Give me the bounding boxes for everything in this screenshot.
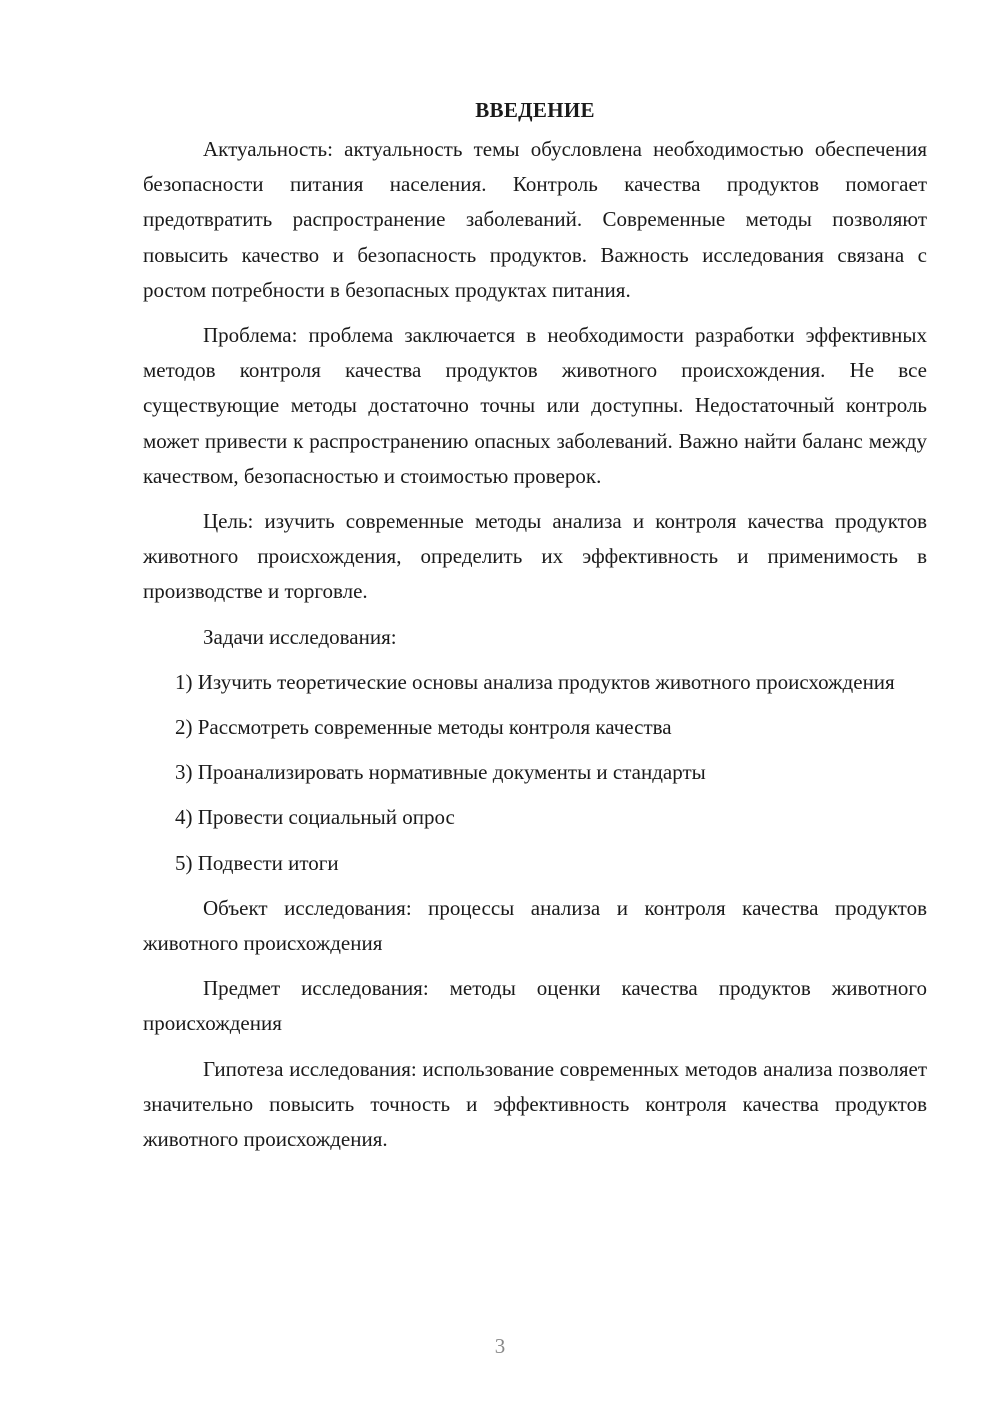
list-item: 5) Подвести итоги <box>175 850 339 875</box>
document-page <box>143 92 927 1167</box>
paragraph-problem: Проблема: проблема заключается в необходимости разработки эффективных методов контроля качества продуктов животного происхождения. Не все существующие методы достаточно точны или доступны. Недостаточный контроль может привести к распространению опасных заболеваний. Важно найти баланс между качеством, безопасностью и стоимостью проверок. <box>143 323 927 488</box>
list-item: 3) Проанализировать нормативные документы и стандарты <box>175 760 706 785</box>
paragraph-goal: Цель: изучить современные методы анализа и контроля качества продуктов животного происхождения, определить их эффективность и применимость в производстве и торговле. <box>143 509 927 604</box>
list-item: 1) Изучить теоретические основы анализа продуктов животного происхождения <box>175 669 895 694</box>
paragraph-relevance: Актуальность: актуальность темы обусловлена необходимостью обеспечения безопасности питания населения. Контроль качества продуктов помогает предотвратить распространение заболеваний. Современные методы позволяют повысить качество и безопасность продуктов. Важность исследования связана с ростом потребности в безопасных продуктах питания. <box>143 137 927 302</box>
tasks-list <box>143 665 927 881</box>
list-item: 4) Провести социальный опрос <box>175 805 455 830</box>
paragraph-hypothesis: Гипотеза исследования: использование современных методов анализа позволяет значительно повысить точность и эффективность контроля качества продуктов животного происхождения. <box>143 1056 927 1152</box>
list-item: 2) Рассмотреть современные методы контроля качества <box>175 715 672 740</box>
paragraph-tasks-heading: Задачи исследования: <box>203 624 397 649</box>
paragraph-subject: Предмет исследования: методы оценки качества продуктов животного происхождения <box>143 976 927 1036</box>
paragraph-object: Объект исследования: процессы анализа и контроля качества продуктов животного происхождения <box>143 895 927 956</box>
section-title: ВВЕДЕНИЕ <box>475 98 595 122</box>
page-number: 3 <box>494 1334 506 1358</box>
